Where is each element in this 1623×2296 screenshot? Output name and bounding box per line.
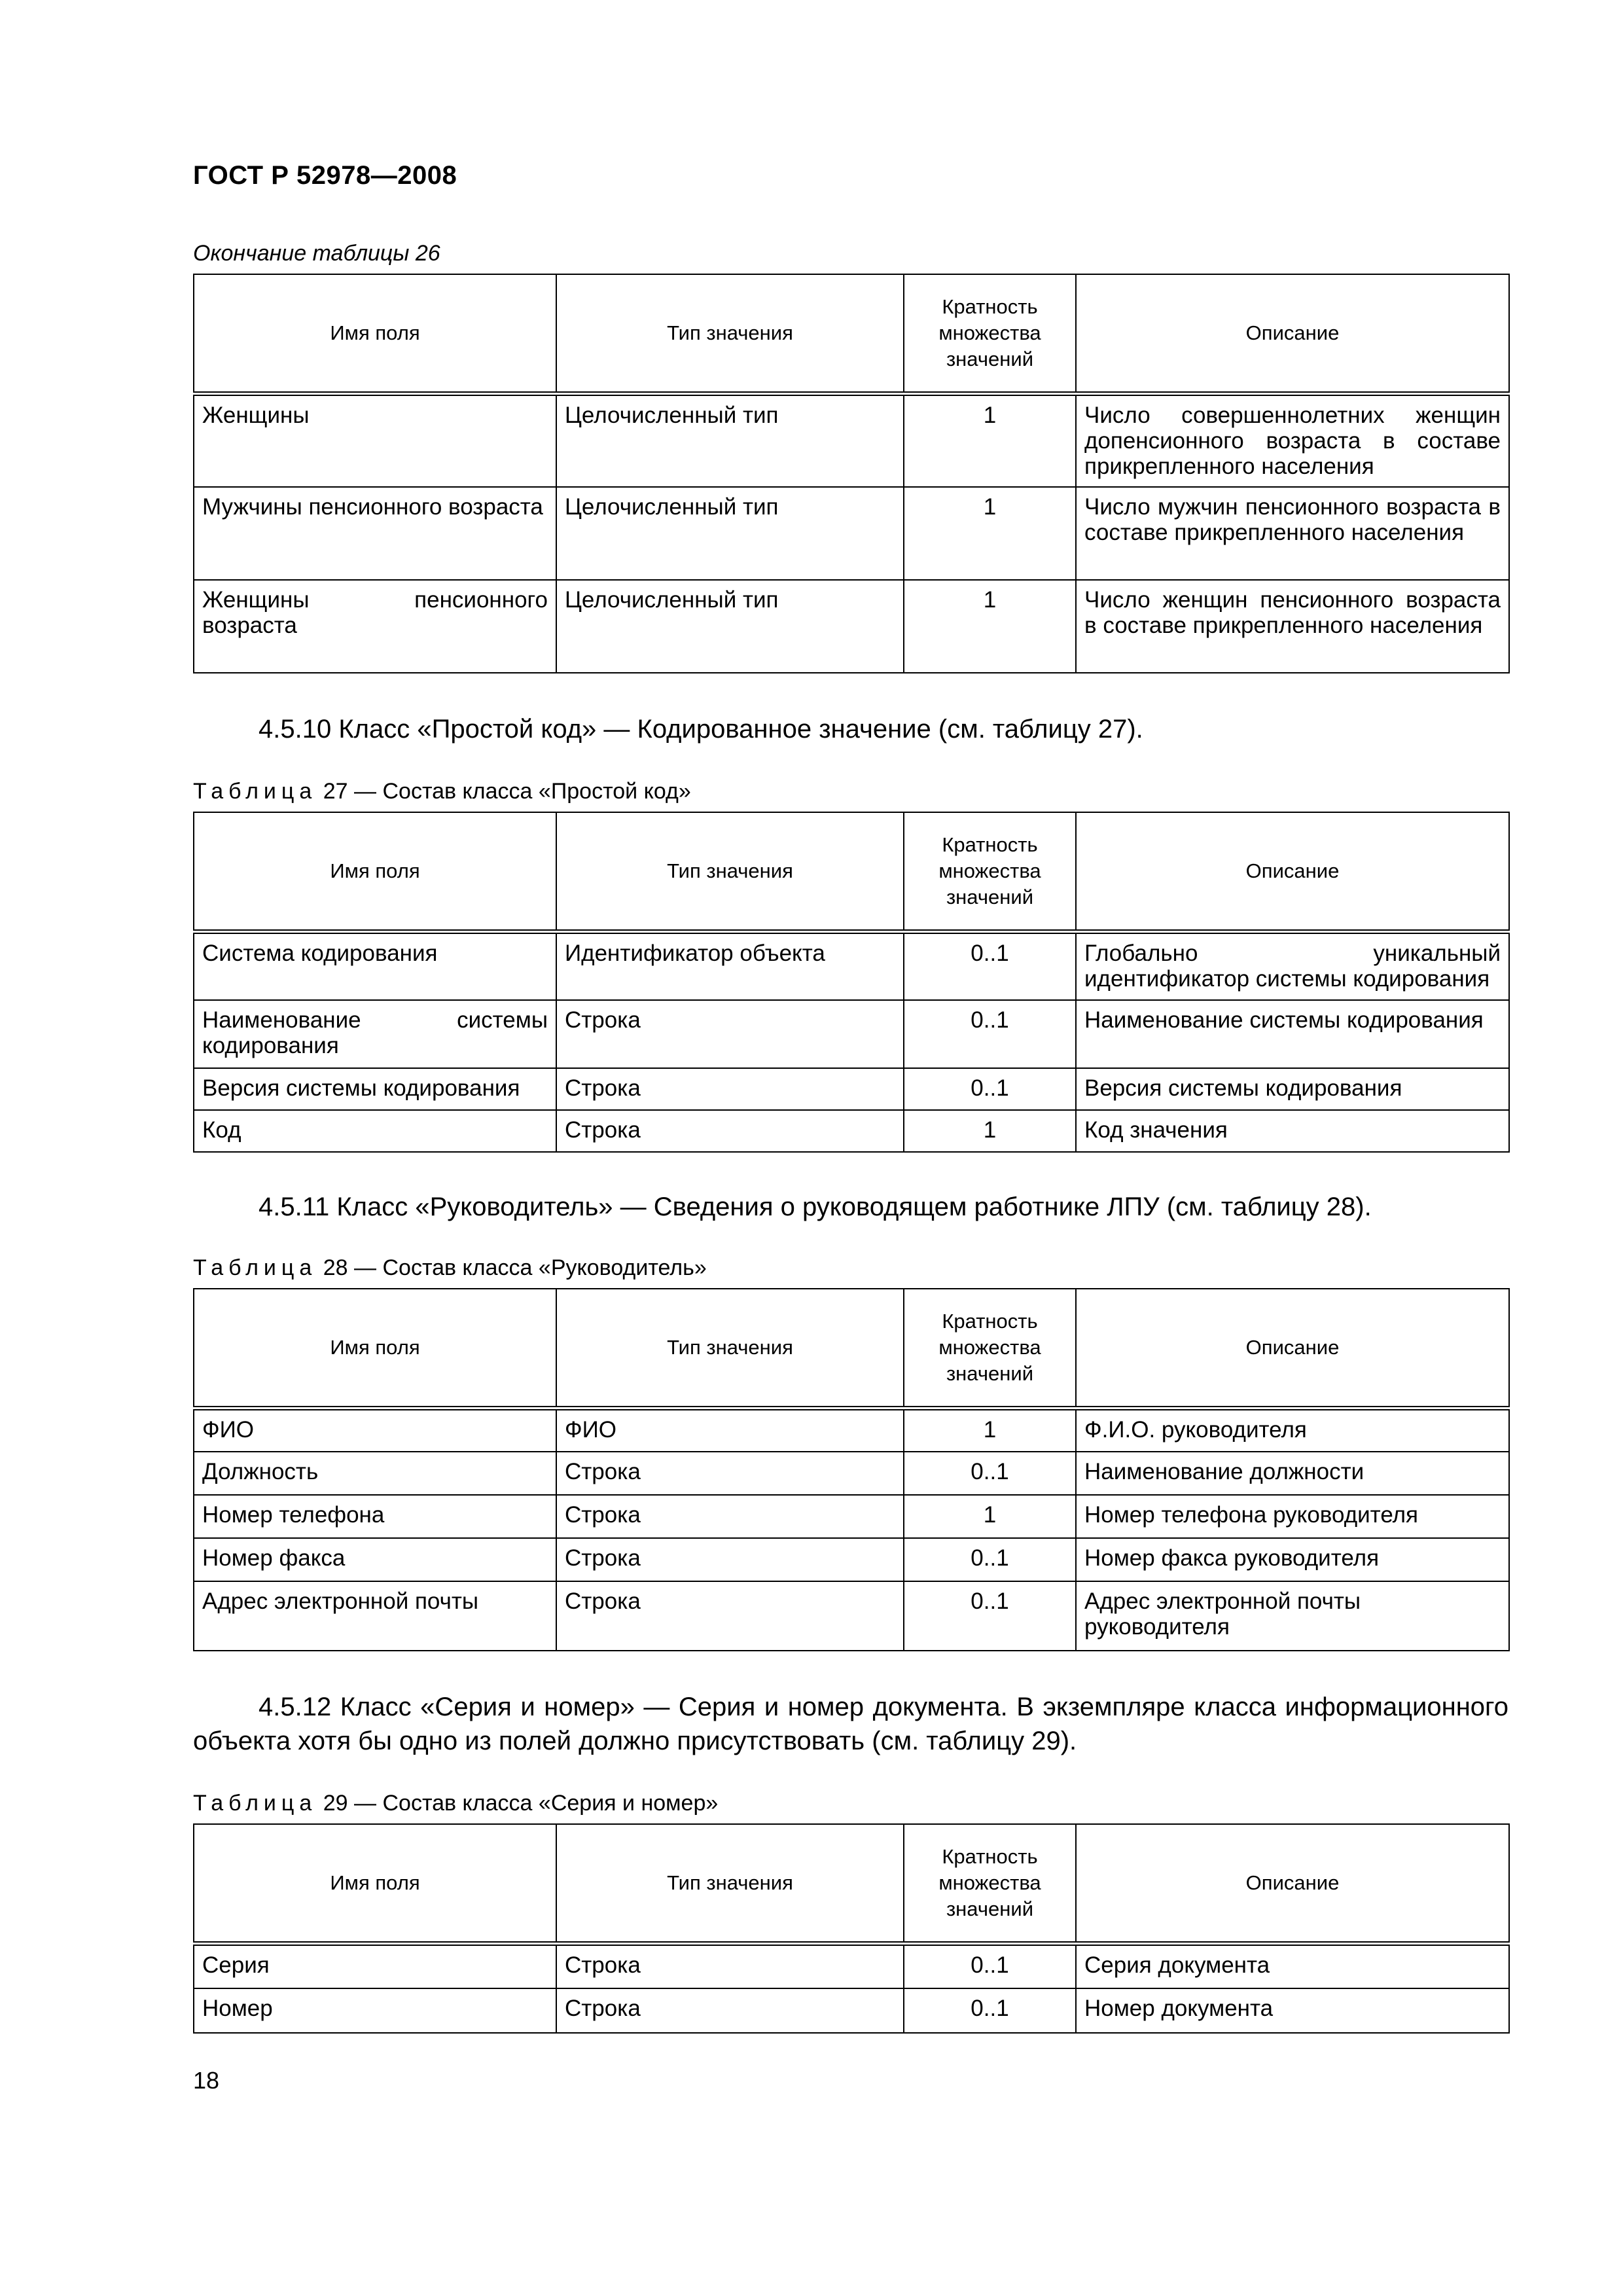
- column-header: Имя поля: [194, 812, 556, 932]
- table-row: [194, 1581, 1509, 1651]
- column-header: Кратность множества значений: [904, 812, 1076, 932]
- description-cell: Наименование системы кодирования: [1076, 1000, 1509, 1068]
- description-cell: Адрес электронной почты руководителя: [1076, 1581, 1509, 1651]
- multiplicity-cell: 0..1: [904, 1944, 1076, 1988]
- field-name-cell: Код: [194, 1110, 556, 1152]
- column-header: Тип значения: [556, 1289, 904, 1408]
- column-header: Описание: [1076, 1824, 1509, 1944]
- multiplicity-cell: 1: [904, 487, 1076, 580]
- description-cell: Номер документа: [1076, 1988, 1509, 2033]
- description-cell: Версия системы кодирования: [1076, 1068, 1509, 1110]
- table-caption-label: Таблица: [193, 1791, 317, 1816]
- table-row: [194, 394, 1509, 487]
- table-header-row: [194, 1824, 1509, 1944]
- column-header: Тип значения: [556, 274, 904, 394]
- multiplicity-cell: 1: [904, 394, 1076, 487]
- table-row: [194, 1408, 1509, 1452]
- value-type-cell: Строка: [556, 1000, 904, 1068]
- description-cell: Глобально уникальный идентификатор системы кодирования: [1076, 932, 1509, 1000]
- description-cell: Наименование должности: [1076, 1452, 1509, 1495]
- table-row: [194, 1000, 1509, 1068]
- column-header: Имя поля: [194, 1824, 556, 1944]
- table-27: [193, 812, 1510, 1153]
- table-row: [194, 580, 1509, 673]
- value-type-cell: Целочисленный тип: [556, 580, 904, 673]
- paragraph-4-5-11: [193, 1190, 1508, 1224]
- multiplicity-cell: 0..1: [904, 1452, 1076, 1495]
- column-header: Кратность множества значений: [904, 1824, 1076, 1944]
- value-type-cell: Целочисленный тип: [556, 487, 904, 580]
- table-row: [194, 1944, 1509, 1988]
- table-26: [193, 274, 1510, 673]
- value-type-cell: Строка: [556, 1495, 904, 1538]
- field-name-cell: Версия системы кодирования: [194, 1068, 556, 1110]
- table-row: [194, 1538, 1509, 1581]
- value-type-cell: Идентификатор объекта: [556, 932, 904, 1000]
- field-name-cell: ФИО: [194, 1408, 556, 1452]
- value-type-cell: Строка: [556, 1452, 904, 1495]
- table-26-caption: Окончание таблицы 26: [193, 241, 440, 266]
- multiplicity-cell: 1: [904, 580, 1076, 673]
- table-29-caption: [193, 1791, 718, 1816]
- description-cell: Серия документа: [1076, 1944, 1509, 1988]
- table-row: [194, 1452, 1509, 1495]
- description-cell: Номер телефона руководителя: [1076, 1495, 1509, 1538]
- description-cell: Число совершеннолетних женщин допенсионного возраста в составе прикрепленного населения: [1076, 394, 1509, 487]
- paragraph-text: 4.5.11 Класс «Руководитель» — Сведения о руководящем работнике ЛПУ (см. таблицу 28).: [259, 1193, 1372, 1221]
- column-header: Тип значения: [556, 1824, 904, 1944]
- column-header: Имя поля: [194, 1289, 556, 1408]
- table-caption-label: Таблица: [193, 779, 317, 804]
- multiplicity-cell: 1: [904, 1110, 1076, 1152]
- field-name-cell: Серия: [194, 1944, 556, 1988]
- value-type-cell: Строка: [556, 1068, 904, 1110]
- field-name-cell: Мужчины пенсионного возраста: [194, 487, 556, 580]
- multiplicity-cell: 0..1: [904, 1000, 1076, 1068]
- multiplicity-cell: 1: [904, 1495, 1076, 1538]
- table-28: [193, 1288, 1510, 1651]
- value-type-cell: ФИО: [556, 1408, 904, 1452]
- multiplicity-cell: 0..1: [904, 932, 1076, 1000]
- value-type-cell: Строка: [556, 1581, 904, 1651]
- value-type-cell: Строка: [556, 1538, 904, 1581]
- field-name-cell: Номер телефона: [194, 1495, 556, 1538]
- column-header: Кратность множества значений: [904, 274, 1076, 394]
- page-number: 18: [193, 2067, 220, 2094]
- paragraph-4-5-10: [193, 712, 1508, 746]
- description-cell: Номер факса руководителя: [1076, 1538, 1509, 1581]
- column-header: Кратность множества значений: [904, 1289, 1076, 1408]
- multiplicity-cell: 1: [904, 1408, 1076, 1452]
- table-header-row: [194, 274, 1509, 394]
- multiplicity-cell: 0..1: [904, 1988, 1076, 2033]
- column-header: Тип значения: [556, 812, 904, 932]
- table-row: [194, 1988, 1509, 2033]
- description-cell: Число мужчин пенсионного возраста в составе прикрепленного населения: [1076, 487, 1509, 580]
- value-type-cell: Строка: [556, 1944, 904, 1988]
- column-header: Описание: [1076, 812, 1509, 932]
- field-name-cell: Наименование системы кодирования: [194, 1000, 556, 1068]
- table-row: [194, 932, 1509, 1000]
- field-name-cell: Должность: [194, 1452, 556, 1495]
- field-name-cell: Система кодирования: [194, 932, 556, 1000]
- table-caption-label: Таблица: [193, 1255, 317, 1280]
- table-caption-text: 29 — Состав класса «Серия и номер»: [323, 1791, 719, 1816]
- table-caption-text: 28 — Состав класса «Руководитель»: [323, 1255, 707, 1280]
- table-row: [194, 487, 1509, 580]
- value-type-cell: Строка: [556, 1988, 904, 2033]
- table-28-caption: [193, 1255, 707, 1281]
- table-row: [194, 1110, 1509, 1152]
- paragraph-4-5-12: [193, 1690, 1508, 1758]
- value-type-cell: Целочисленный тип: [556, 394, 904, 487]
- description-cell: Ф.И.О. руководителя: [1076, 1408, 1509, 1452]
- value-type-cell: Строка: [556, 1110, 904, 1152]
- table-row: [194, 1068, 1509, 1110]
- paragraph-text: 4.5.12 Класс «Серия и номер» — Серия и номер документа. В экземпляре класса информационного объекта хотя бы одно из полей должно присутствовать (см. таблицу 29).: [193, 1693, 1508, 1755]
- table-27-caption: [193, 779, 691, 804]
- column-header: Имя поля: [194, 274, 556, 394]
- table-caption-text: 27 — Состав класса «Простой код»: [323, 779, 691, 804]
- field-name-cell: Адрес электронной почты: [194, 1581, 556, 1651]
- table-row: [194, 1495, 1509, 1538]
- column-header: Описание: [1076, 274, 1509, 394]
- table-header-row: [194, 812, 1509, 932]
- description-cell: Число женщин пенсионного возраста в составе прикрепленного населения: [1076, 580, 1509, 673]
- field-name-cell: Женщины: [194, 394, 556, 487]
- multiplicity-cell: 0..1: [904, 1581, 1076, 1651]
- field-name-cell: Женщины пенсионного возраста: [194, 580, 556, 673]
- column-header: Описание: [1076, 1289, 1509, 1408]
- field-name-cell: Номер факса: [194, 1538, 556, 1581]
- multiplicity-cell: 0..1: [904, 1538, 1076, 1581]
- multiplicity-cell: 0..1: [904, 1068, 1076, 1110]
- table-29: [193, 1823, 1510, 2034]
- table-header-row: [194, 1289, 1509, 1408]
- paragraph-text: 4.5.10 Класс «Простой код» — Кодированное значение (см. таблицу 27).: [259, 715, 1143, 744]
- document-header: ГОСТ Р 52978—2008: [193, 161, 457, 190]
- description-cell: Код значения: [1076, 1110, 1509, 1152]
- field-name-cell: Номер: [194, 1988, 556, 2033]
